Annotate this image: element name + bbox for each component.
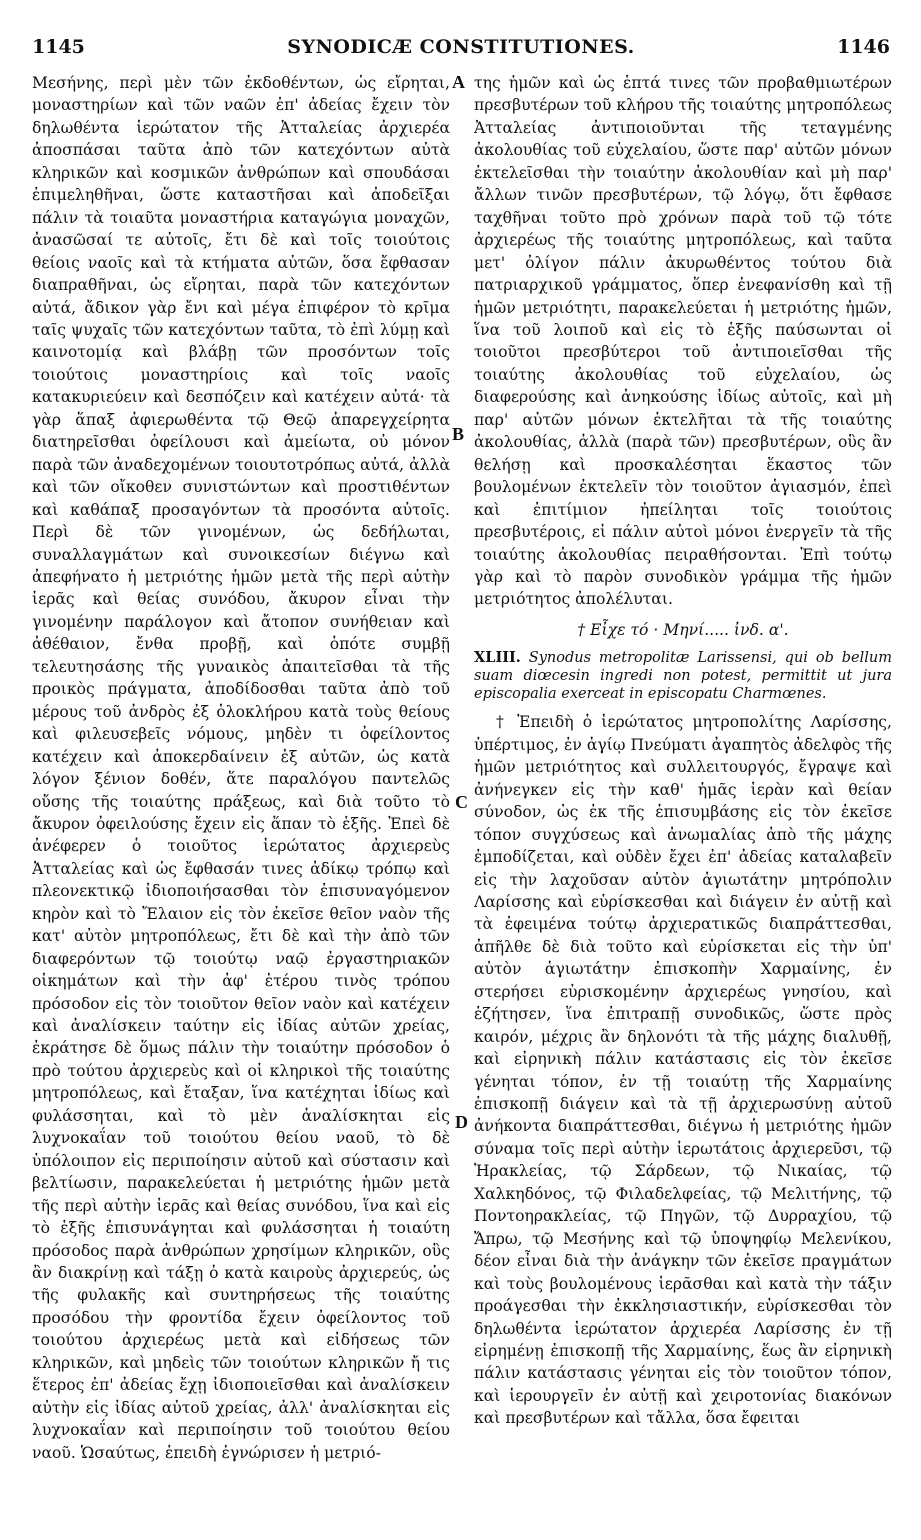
section-marker-b: B: [452, 424, 465, 444]
left-column: [32, 72, 450, 1512]
right-column-text-2: † Ἐπειδὴ ὁ ἱερώτατος μητροπολίτης Λαρίσσης, ὑπέρτιμος, ἐν ἁγίῳ Πνεύματι ἀγαπητὸς ἀδελφὸς τῆς ἡμῶν μετριότητος καὶ συλλειτουργός, ἔγραψε καὶ ἀνήνεγκεν εἰς τὴν καθ' ἡμᾶς ἱερὰν καὶ θείαν σύνοδον, ὡς ἐκ τῆς ἐπισυμβάσης εἰς τὸν ἐκεῖσε τόπον συγχύσεως καὶ ἀνωμαλίας ἀπὸ τῆς μάχης ἐμποδίζεται, καὶ οὐδὲν ἔχει ἐπ' ἀδείας καταλαβεῖν εἰς τὴν λαχοῦσαν αὐτὸν ἁγιωτάτην μητρόπολιν Λαρίσσης καὶ εὑρίσκεσθαι καὶ διάγειν ἐν αὐτῇ καὶ τὰ ἐφειμένα τούτῳ ἀρχιερατικῶς διαπράττεσθαι, ἀπῆλθε δὲ διὰ τοῦτο καὶ εὑρίσκεται εἰς τὴν ὑπ' αὐτὸν ἁγιωτάτην ἐπισκοπὴν Χαρμαίνης, ἐν στερήσει εὑρισκομένην ἀρχιερέως γνησίου, καὶ ἐζήτησεν, ἵνα ἐπιτραπῇ συνοδικῶς, ὥστε πρὸς καιρόν, μέχρις ἂν δηλονότι τὰ τῆς μάχης διαλυθῇ, καὶ εἰρηνικὴ πάλιν κατάστασις εἰς τὸν ἐκεῖσε γένηται τόπον, ἐν τῇ τοιαύτῃ τῆς Χαρμαίνης ἐπισκοπῇ διάγειν καὶ τὰ τῇ ἀρχιερωσύνῃ αὐτοῦ ἀνήκοντα διαπράττεσθαι, διέγνω ἡ μετριότης ἡμῶν σύναμα τοῖς περὶ αὐτὴν ἱερωτάτοις ἀρχιερεῦσι, τῷ Ἡρακλείας, τῷ Σάρδεων, τῷ Νικαίας, τῷ Χαλκηδόνος, τῷ Φιλαδελφείας, τῷ Μελιτήνης, τῷ Ποντοηρακλείας, τῷ Πηγῶν, τῷ Δυρραχίου, τῷ Ἄπρω, τῷ Μεσήνης καὶ τῷ ὑποψηφίῳ Μελενίκου, δέον εἶναι διὰ τὴν ἀνάγκην τῶν ἐκεῖσε πραγμάτων καὶ τοὺς βουλομένους ἱερᾶσθαι καὶ κατὰ τὴν τάξιν προάγεσθαι τὴν ἐκκλησιαστικήν, εὑρίσκεσθαι τὸν δηλωθέντα ἱερώτατον ἀρχιερέα Λαρίσσης ἐν τῇ εἰρημένῃ ἐπισκοπῇ τῆς Χαρμαίνης, ἕως ἂν εἰρηνικὴ πάλιν κατάστασις γένηται εἰς τὸν τοιοῦτον τόπον, καὶ ἱερουργεῖν ἐν αὐτῇ καὶ χειροτονίας διακόνων καὶ πρεσβυτέρων καὶ τἄλλα, ὅσα ἔφειται: [474, 713, 892, 1428]
left-column-text: Μεσήνης, περὶ μὲν τῶν ἐκδοθέντων, ὡς εἴρηται, μοναστηρίων καὶ τῶν ναῶν ἐπ' ἀδείας ἔχειν τὸν δηλωθέντα ἱερώτατον τῆς Ἀτταλείας ἀρχιερέα ἀποσπάσαι ταῦτα ἀπὸ τῶν κατεχόντων αὐτὰ κληρικῶν καὶ κοσμικῶν ἀνθρώπων καὶ σπουδάσαι ἐπιμεληθῆναι, ὥστε καταστῆσαι καὶ ἀποδεῖξαι πάλιν τὰ τοιαῦτα μοναστήρια καταγώγια μοναχῶν, ἀνασῶσαί τε αὐτοῖς, ἔτι δὲ καὶ τοῖς τοιούτοις θείοις ναοῖς καὶ τὰ κτήματα αὐτῶν, ὅσα ἔφθασαν διαπραθῆναι, ὡς εἴρηται, παρὰ τῶν κατεχόντων αὐτά, ἄδικον γὰρ ἔνι καὶ μέγα ἐπιφέρον τὸ κρῖμα ταῖς ψυχαῖς τῶν κατεχόντων ταῦτα, τὸ ἐπὶ λύμῃ καὶ καινοτομίᾳ καὶ βλάβῃ τῶν προσόντων τοῖς τοιούτοις μοναστηρίοις καὶ τοῖς ναοῖς κατακυριεύειν καὶ δεσπόζειν καὶ κατέχειν αὐτά· τὰ γὰρ ἅπαξ ἀφιερωθέντα τῷ Θεῷ ἀπαρεγχείρητα διατηρεῖσθαι ὀφείλουσι καὶ ἀμείωτα, οὐ μόνον παρὰ τῶν ἀναδεχομένων τοιουτοτρόπως αὐτά, ἀλλὰ καὶ τῶν οἴκοθεν συνιστώντων καὶ προστιθέντων καὶ καθάπαξ προσαγόντων τὰ προσόντα αὐτοῖς. Περὶ δὲ τῶν γινομένων, ὡς δεδήλωται, συναλλαγμάτων καὶ συνοικεσίων διέγνω καὶ ἀπεφήνατο ἡ μετριότης ἡμῶν μετὰ τῆς περὶ αὐτὴν ἱερᾶς καὶ θείας συνόδου, ἄκυρον εἶναι τὴν γινομένην παράλογον καὶ ἄτοπον συνήθειαν καὶ ἀθέθαιον, ἔνθα προβῇ, καὶ ὁπότε συμβῇ τελευτησάσης τῆς γυναικὸς ἀπαιτεῖσθαι τὰ τῆς προικὸς πράγματα, ἀποδίδοσθαι ταῦτα ἀπὸ τοῦ μέρους τοῦ ἀνδρὸς ἐξ ὁλοκλήρου κατὰ τοὺς θείους καὶ φιλευσεβεῖς νόμους, μηδὲν τι ὀφείλοντος κατέχειν καὶ ἀποκερδαίνειν ἐξ αὐτῶν, ὡς κατὰ λόγον ξένιον δοθέν, ἅτε παραλόγου παντελῶς οὔσης τῆς τοιαύτης πράξεως, καὶ διὰ τοῦτο τὸ ἄκυρον ὀφειλούσης ἔχειν εἰς ἅπαν τὸ ἑξῆς. Ἐπεὶ δὲ ἀνέφερεν ὁ τοιοῦτος ἱερώτατος ἀρχιερεὺς Ἀτταλείας καὶ ὡς ἔφθασάν τινες ἀδίκῳ τρόπῳ καὶ πλεονεκτικῷ ἰδιοποιήσασθαι τὸν ἐπισυναγόμενον κηρὸν καὶ τὸ Ἔλαιον εἰς τὸν ἐκεῖσε θεῖον ναὸν τῆς κατ' αὐτὸν μητροπόλεως, ἔτι δὲ καὶ τὴν ἀπὸ τῶν διαφερόντων τῷ τοιούτῳ ναῷ ἐργαστηριακῶν οἰκημάτων καὶ τὴν ἀφ' ἑτέρου τινὸς τρόπου πρόσοδον εἰς τὸν τοιοῦτον θεῖον ναὸν καὶ κατέχειν καὶ ἀναλίσκειν ταύτην εἰς ἰδίας αὐτῶν χρείας, ἐκράτησε δὲ ὅμως πάλιν τὴν τοιαύτην πρόσοδον ὁ πρὸ τούτου ἀρχιερεὺς καὶ οἱ κληρικοὶ τῆς τοιαύτης μητροπόλεως, καὶ ἔταξαν, ἵνα κατέχηται ἰδίως καὶ φυλάσσηται, καὶ τὸ μὲν ἀναλίσκηται εἰς λυχνοκαΐαν τοῦ τοιούτου θείου ναοῦ, τὸ δὲ ὑπόλοιπον εἰς περιποίησιν αὐτοῦ καὶ σύστασιν καὶ βελτίωσιν, παρακελεύεται ἡ μετριότης ἡμῶν μετὰ τῆς περὶ αὐτὴν ἱερᾶς καὶ θείας συνόδου, ἵνα καὶ εἰς τὸ ἑξῆς ἐπισυνάγηται καὶ φυλάσσηται ἡ τοιαύτη πρόσοδος παρὰ ἀνθρώπων χρησίμων κληρικῶν, οὓς ἂν διακρίνῃ καὶ τάξῃ ὁ κατὰ καιροὺς ἀρχιερεύς, ὡς τῆς φυλακῆς καὶ συντηρήσεως τῆς τοιαύτης προσόδου τὴν φροντίδα ἔχειν ὀφείλοντος τοῦ τοιούτου ἀρχιερέως μετὰ καὶ εἰδήσεως τῶν κληρικῶν, καὶ μηδεὶς τῶν τοιούτων κληρικῶν ἤ τις ἕτερος ἐπ' ἀδείας ἔχῃ ἰδιοποιεῖσθαι καὶ ἀναλίσκειν αὐτὴν εἰς ἰδίας αὐτοῦ χρείας, ἀλλ' ἀναλίσκηται εἰς λυχνοκαΐαν καὶ περιποίησιν τοῦ τοιούτου θείου ναοῦ. Ὡσαύτως, ἐπειδὴ ἐγνώρισεν ἡ μετριό-: [32, 74, 450, 1462]
page-number-left: 1145: [32, 36, 85, 58]
running-title: SYNODICÆ CONSTITUTIONES.: [287, 36, 635, 58]
section-summary-latin: Synodus metropolitæ Larissensi, qui ob bellum suam diœcesin ingredi non potest, permittit ut jura episcopalia exerceat in episcopatu Charmœnes.: [474, 650, 892, 703]
section-number: XLIII.: [474, 649, 521, 667]
section-marker-c: C: [455, 792, 468, 812]
right-column: [474, 72, 892, 1512]
document-signature: † Εἶχε τό · Μηνί..... ἰνδ. α'.: [577, 620, 789, 639]
page-number-right: 1146: [837, 36, 890, 58]
running-header: [32, 36, 890, 66]
right-column-text-1: της ἡμῶν καὶ ὡς ἑπτά τινες τῶν προβαθμιωτέρων πρεσβυτέρων τοῦ κλήρου τῆς τοιαύτης μητροπόλεως Ἀτταλείας ἀντιποιοῦνται τῆς τεταγμένης ἀκολουθίας τοῦ εὐχελαίου, ὥστε παρ' αὐτῶν μόνων ἐκτελεῖσθαι τὴν τοιαύτην ἀκολουθίαν καὶ μὴ παρ' ἄλλων τινῶν πρεσβυτέρων, τῷ λόγῳ, ὅτι ἔφθασε ταχθῆναι τοῦτο πρὸ χρόνων παρὰ τοῦ τῷ τότε ἀρχιερέως τῆς τοιαύτης μητροπόλεως, καὶ ταῦτα μετ' ὀλίγον πάλιν ἀκυρωθέντος τούτου διὰ πατριαρχικοῦ γράμματος, ὅπερ ἐνεφανίσθη καὶ τῇ ἡμῶν μετριότητι, παρακελεύεται ἡ μετριότης ἡμῶν, ἵνα τοῦ λοιποῦ καὶ εἰς τὸ ἑξῆς παύσωνται οἱ τοιοῦτοι πρεσβύτεροι τοῦ ἀντιποιεῖσθαι τῆς τοιαύτης ἀκολουθίας τοῦ εὐχελαίου, ὡς διαφερούσης καὶ ἀνηκούσης ἰδίως αὐτοῖς, καὶ μὴ παρ' αὐτῶν μόνων ἐκτελῆται τὰ τῆς τοιαύτης ἀκολουθίας, ἀλλὰ (παρὰ τῶν) πρεσβυτέρων, οὓς ἂν θελήσῃ καὶ προσκαλέσηται ἕκαστος τῶν βουλομένων ἐκτελεῖν τὸν τοιοῦτον ἁγιασμόν, ἐπεὶ καὶ ἐπιτίμιον ἠπείληται τοῖς τοιούτοις πρεσβυτέροις, εἰ πάλιν αὐτοὶ μόνοι ἐνεργεῖν τὰ τῆς τοιαύτης ἀκολουθίας πειραθήσονται. Ἐπὶ τούτῳ γὰρ καὶ τὸ παρὸν συνοδικὸν γράμμα τῆς ἡμῶν μετριότητος ἀπολέλυται.: [474, 74, 892, 609]
section-heading: [474, 649, 892, 703]
section-marker-d: D: [455, 1112, 468, 1132]
section-marker-a: A: [452, 72, 465, 92]
